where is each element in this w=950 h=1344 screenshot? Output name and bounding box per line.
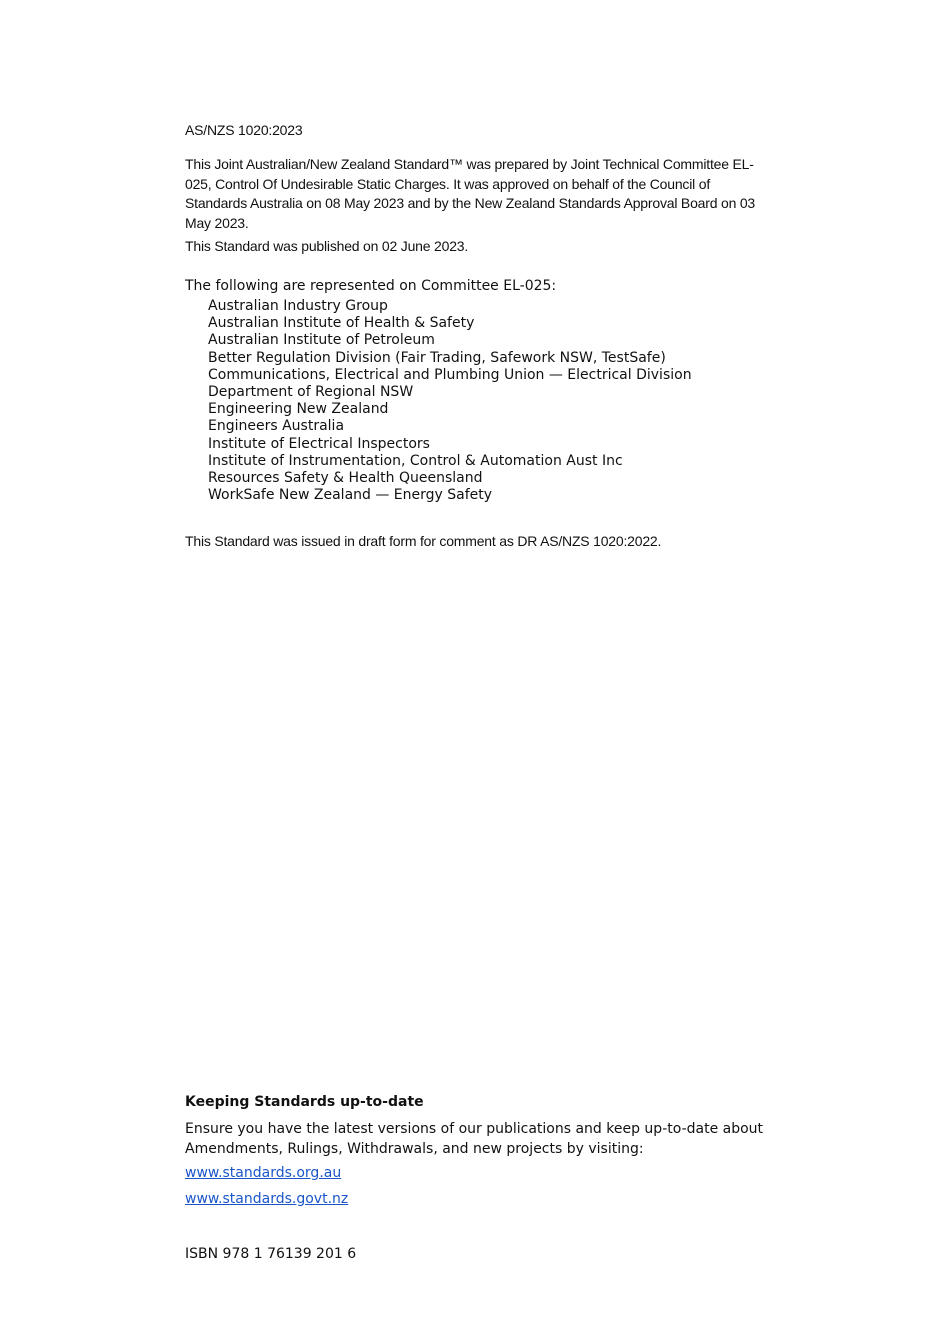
committee-member: Communications, Electrical and Plumbing Union — Electrical Division — [208, 366, 692, 383]
committee-member: Institute of Electrical Inspectors — [208, 435, 430, 452]
draft-notice: This Standard was issued in draft form for comment as DR AS/NZS 1020:2022. — [185, 533, 662, 549]
publication-date-paragraph: This Standard was published on 02 June 2023. — [185, 238, 469, 254]
standard-id: AS/NZS 1020:2023 — [185, 122, 303, 138]
standards-au-link-wrapper — [185, 1164, 341, 1182]
committee-member: Australian Institute of Health & Safety — [208, 315, 475, 332]
standards-au-link[interactable]: www.standards.org.au — [185, 1165, 342, 1181]
standards-nz-link-wrapper — [185, 1190, 348, 1208]
committee-intro: The following are represented on Committee EL-025: — [185, 278, 557, 294]
committee-member: WorkSafe New Zealand — Energy Safety — [208, 487, 493, 504]
committee-member: Engineers Australia — [208, 418, 345, 435]
committee-member-list — [208, 298, 692, 504]
committee-member: Australian Institute of Petroleum — [208, 332, 435, 349]
isbn: ISBN 978 1 76139 201 6 — [185, 1246, 357, 1262]
committee-member: Better Regulation Division (Fair Trading, Safework NSW, TestSafe) — [208, 349, 666, 366]
keeping-up-to-date-text: Ensure you have the latest versions of our publications and keep up-to-date about Amendments, Rulings, Withdrawals, and new projects by visiting: — [185, 1121, 764, 1157]
committee-member: Institute of Instrumentation, Control & Automation Aust Inc — [208, 452, 623, 469]
committee-member: Engineering New Zealand — [208, 401, 389, 418]
committee-member: Australian Industry Group — [208, 298, 388, 314]
preparation-paragraph: This Joint Australian/New Zealand Standard™ was prepared by Joint Technical Committee EL-025, Control Of Undesirable Static Charges. It was approved on behalf of the Council of Standards Australia on 08 May 2023 and by the New Zealand Standards Approval Board on 03 May 2023. — [185, 156, 756, 231]
committee-member: Resources Safety & Health Queensland — [208, 470, 483, 487]
keeping-up-to-date-heading: Keeping Standards up-to-date — [185, 1094, 424, 1110]
committee-member: Department of Regional NSW — [208, 384, 414, 401]
standards-nz-link[interactable]: www.standards.govt.nz — [185, 1191, 349, 1207]
